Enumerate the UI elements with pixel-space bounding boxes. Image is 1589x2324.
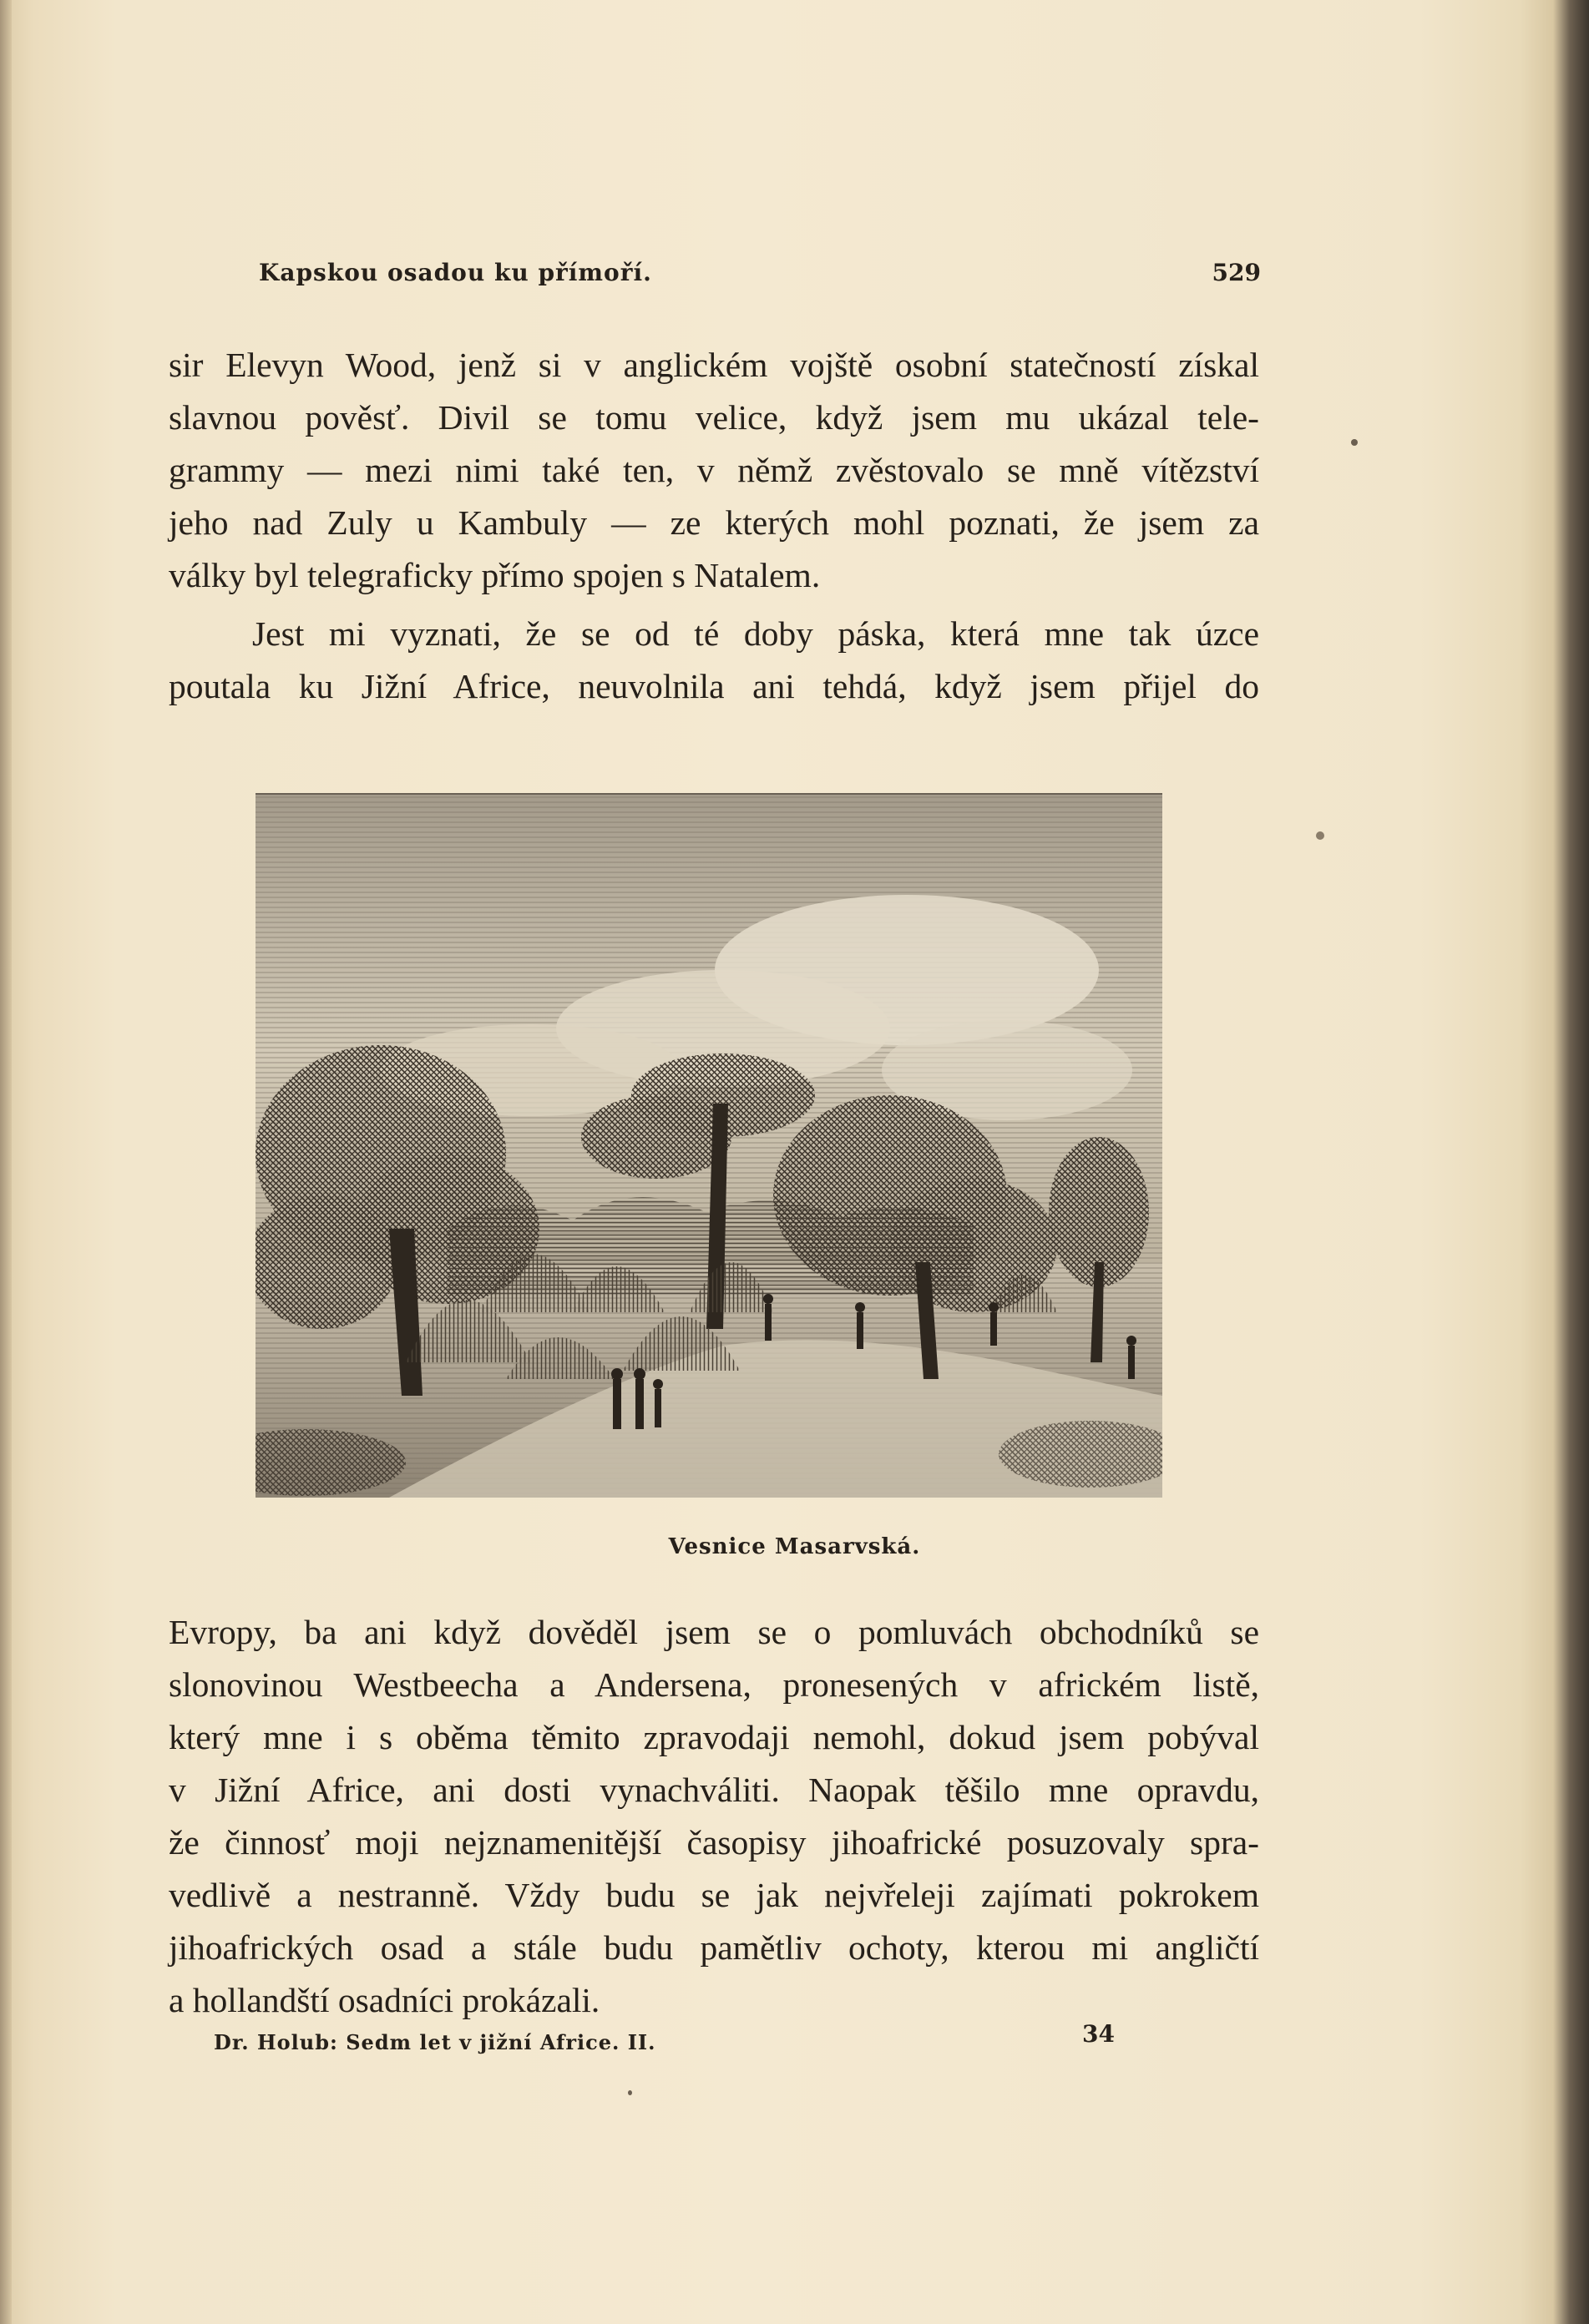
text-line: Evropy, ba ani když dověděl jsem se o pomluvách obchodníků se — [169, 1613, 1259, 1651]
text-line: slonovinou Westbeecha a Andersena, pronesených v africkém listě, — [169, 1665, 1259, 1704]
paper-speck — [1351, 439, 1358, 446]
running-title: Kapskou osadou ku přímoří. — [259, 259, 652, 286]
text-line: války byl telegraficky přímo spojen s Natalem. — [169, 556, 821, 594]
text-line: který mne i s oběma těmito zpravodaji nemohl, dokud jsem pobýval — [169, 1718, 1259, 1756]
text-line: jihoafrických osad a stále budu pamětliv ochoty, kterou mi angličtí — [169, 1928, 1259, 1967]
text-line: v Jižní Africe, ani dosti vynachváliti. Naopak těšilo mne opravdu, — [169, 1771, 1259, 1809]
text-line: poutala ku Jižní Africe, neuvolnila ani tehdá, když jsem přijel do — [169, 667, 1259, 705]
text-line: vedlivě a nestranně. Vždy budu se jak nejvřeleji zajímati pokrokem — [169, 1876, 1259, 1914]
text-line: že činnosť moji nejznamenitější časopisy jihoafrické posuzovaly spra- — [169, 1823, 1259, 1862]
paragraph-3 — [169, 1606, 1259, 2027]
paragraph-1 — [169, 339, 1259, 602]
text-line: sir Elevyn Wood, jenž si v anglickém vojště osobní statečností získal — [169, 346, 1259, 384]
paragraph-2 — [169, 608, 1259, 713]
text-line: Jest mi vyznati, že se od té doby páska, která mne tak úzce — [252, 614, 1259, 653]
signature-line: Dr. Holub: Sedm let v jižní Africe. II. — [214, 2030, 656, 2054]
text-line: a hollandští osadníci prokázali. — [169, 1981, 600, 2019]
page-number: 529 — [1212, 259, 1261, 286]
village-illustration — [256, 793, 1162, 1498]
text-line: slavnou pověsť. Divil se tomu velice, když jsem mu ukázal tele- — [169, 398, 1259, 437]
paper-speck — [628, 2090, 632, 2095]
page-gutter — [0, 0, 12, 2324]
text-line: grammy — mezi nimi také ten, v němž zvěstovalo se mně vítězství — [169, 451, 1259, 489]
paper-speck — [1316, 831, 1324, 840]
engraving-village-huts-trees-icon — [256, 795, 1162, 1498]
sheet-number: 34 — [1082, 2020, 1115, 2048]
running-header — [167, 259, 1261, 292]
figure-caption: Vesnice Masarvská. — [668, 1534, 921, 1559]
text-line: jeho nad Zuly u Kambuly — ze kterých mohl poznati, že jsem za — [169, 503, 1259, 542]
